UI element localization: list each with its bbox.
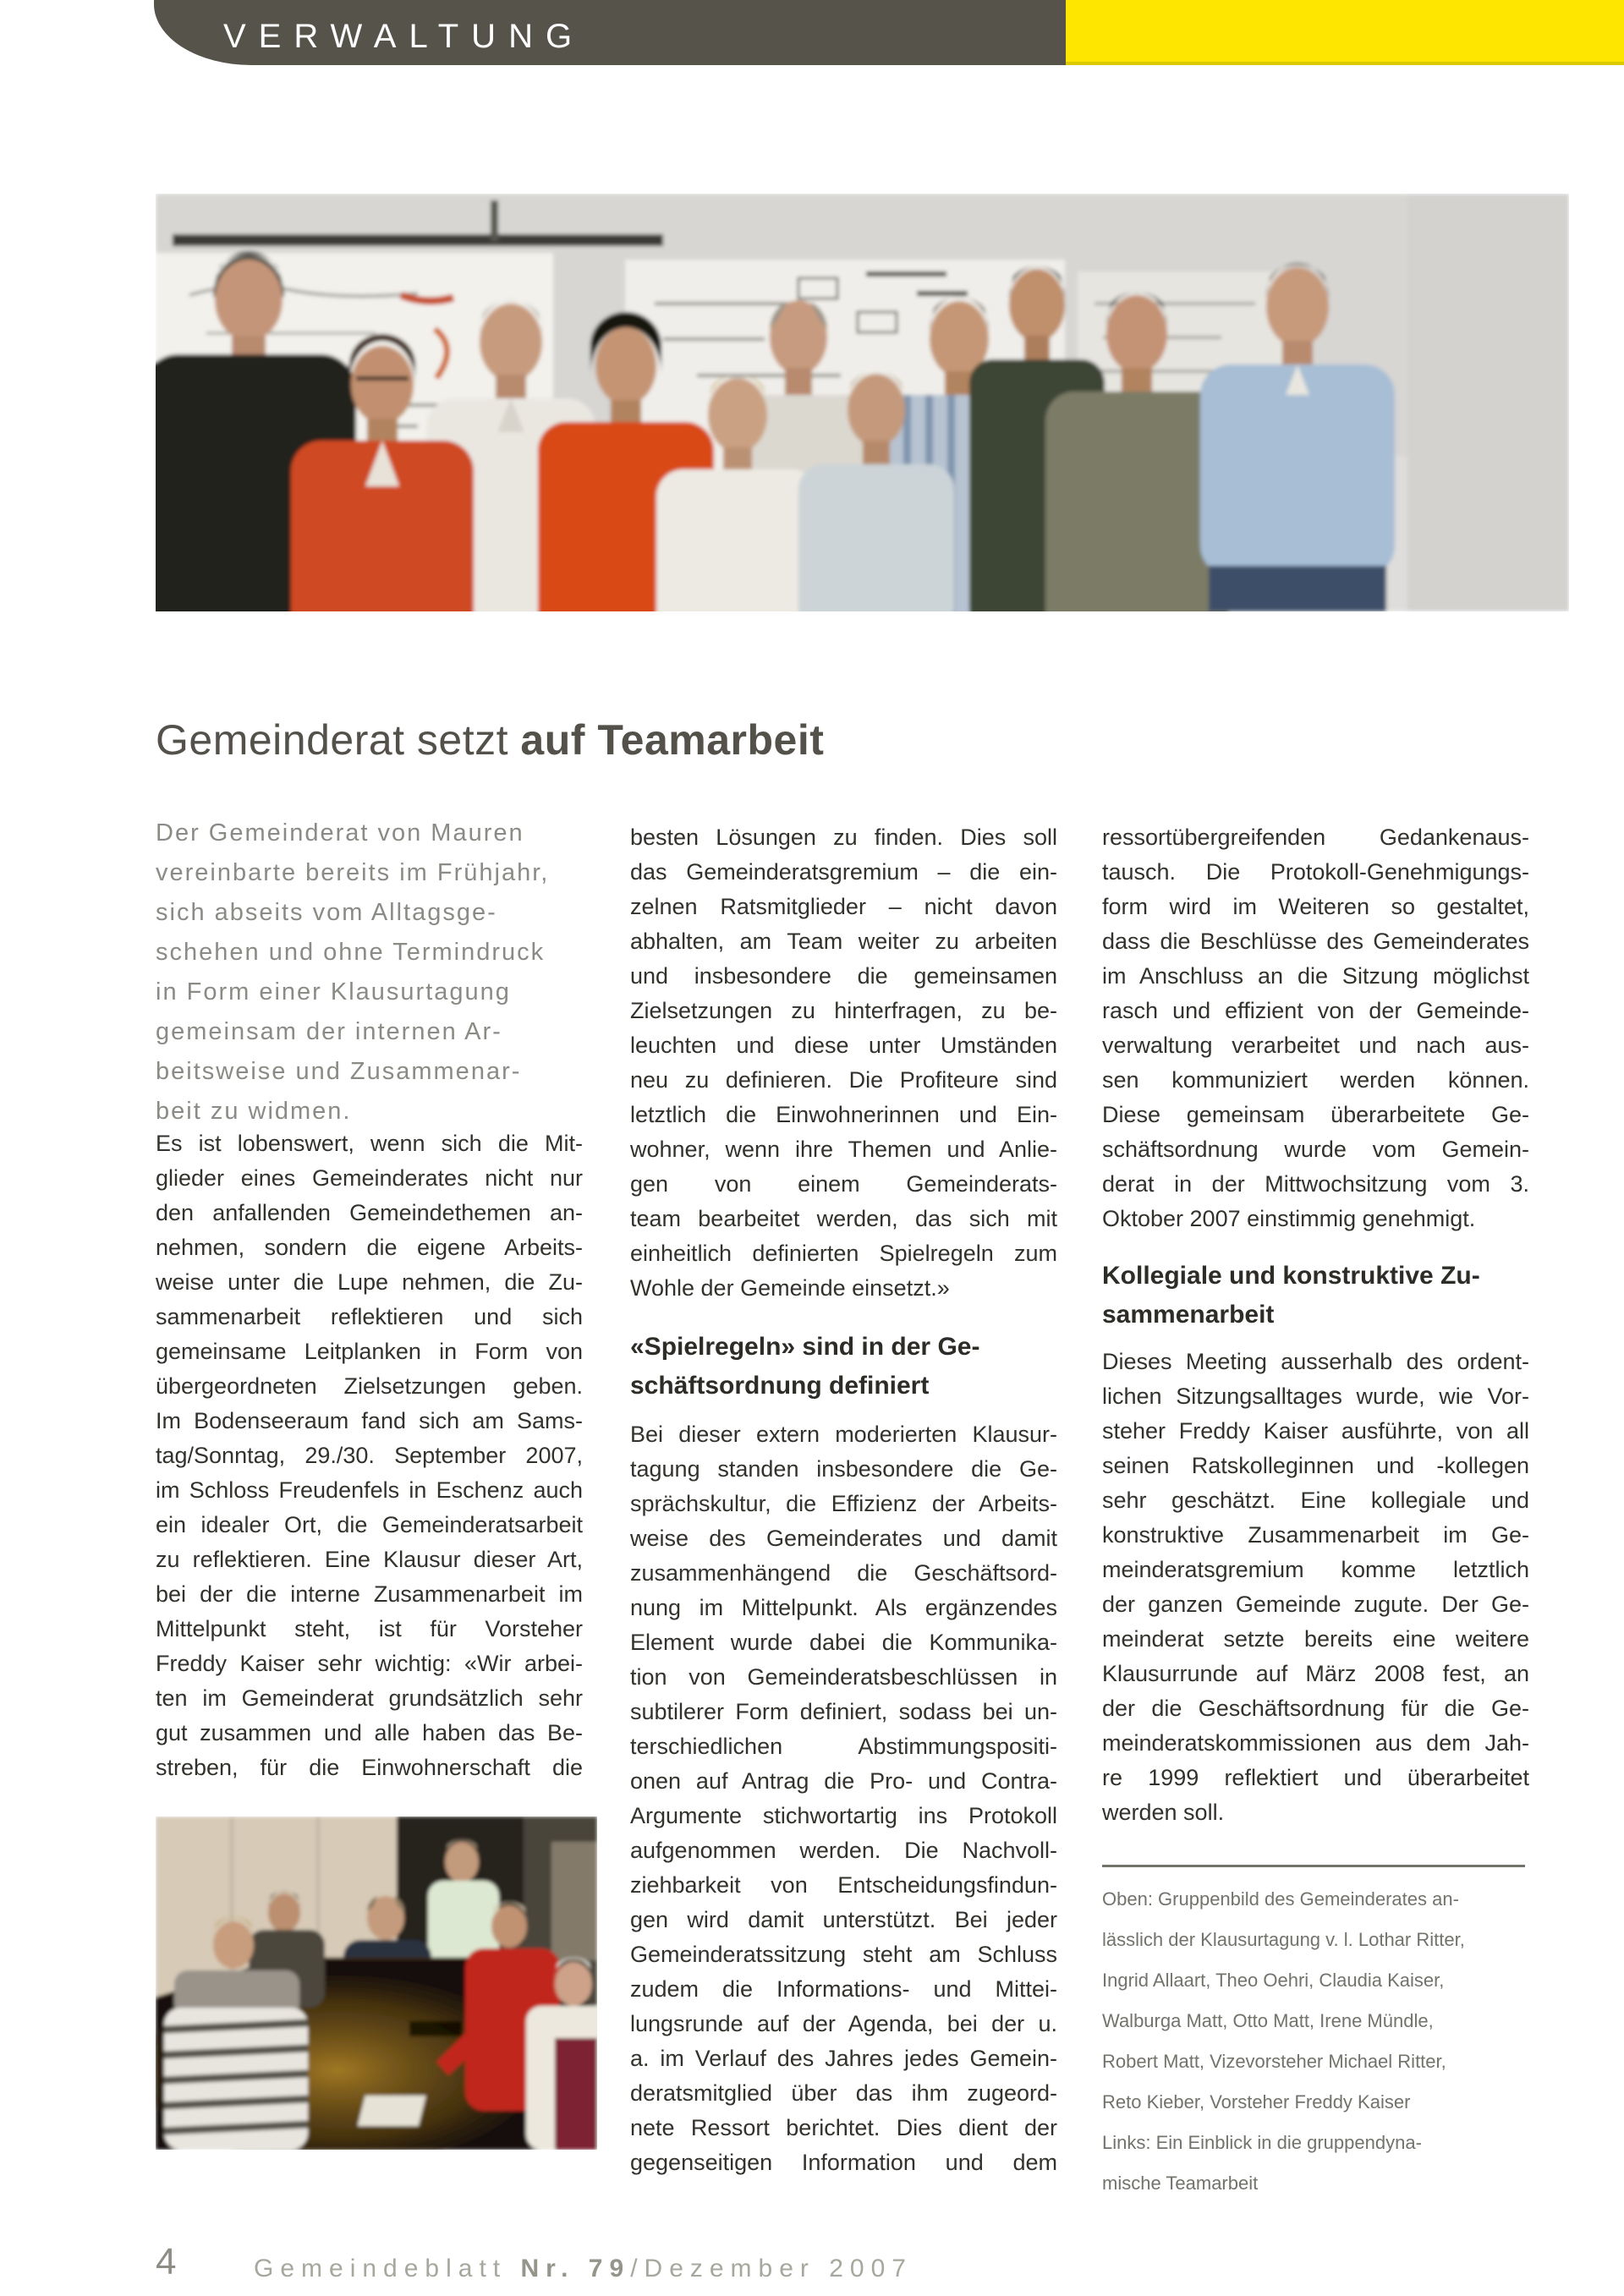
text-line: Der Gemeinderat von Mauren: [156, 819, 524, 847]
text-line: letztlich die Einwohnerinnen und Ein-: [630, 1102, 1057, 1127]
text-line: Zielsetzungen zu hinterfragen, zu be-: [630, 998, 1057, 1023]
text-line: Im Bodenseeraum fand sich am Sams-: [156, 1408, 583, 1433]
text-line: im Schloss Freudenfels in Eschenz auch: [156, 1477, 583, 1503]
text-line: neu zu definieren. Die Profiteure sind: [630, 1067, 1057, 1093]
text-line: zu reflektieren. Eine Klausur dieser Art,: [156, 1547, 583, 1572]
publication-prefix: Gemeindeblatt: [254, 2255, 521, 2282]
column3-paragraph-1: [1102, 820, 1529, 1236]
group-photo-illustration: [156, 194, 1569, 611]
text-line: sehr geschätzt. Eine kollegiale und: [1102, 1488, 1529, 1513]
text-line: den anfallenden Gemeindethemen an-: [156, 1200, 583, 1225]
text-line: sen kommuniziert werden können.: [1102, 1067, 1529, 1093]
text-line: Argumente stichwortartig ins Protokoll: [630, 1803, 1057, 1828]
text-line: abhalten, am Team weiter zu arbeiten: [630, 929, 1057, 954]
text-line: schehen und ohne Termindruck: [156, 939, 546, 966]
text-line: aufgenommen werden. Die Nachvoll-: [630, 1838, 1057, 1863]
title-regular: Gemeinderat setzt: [156, 715, 521, 764]
text-line: der die Geschäftsordnung für die Ge-: [1102, 1696, 1529, 1721]
text-line: verwaltung verarbeitet und nach aus-: [1102, 1033, 1529, 1058]
text-line: im Anschluss an die Sitzung möglichst: [1102, 963, 1529, 989]
text-line: vereinbarte bereits im Frühjahr,: [156, 859, 550, 886]
text-line: lungsrunde auf der Agenda, bei der u.: [630, 2011, 1057, 2036]
text-line: schäftsordnung definiert: [630, 1372, 930, 1400]
text-line: gut zusammen und alle haben das Be-: [156, 1720, 583, 1745]
text-line: beit zu widmen.: [156, 1098, 352, 1125]
column2-paragraph-2: [630, 1417, 1057, 2180]
text-line: subtilerer Form definiert, sodass bei un-: [630, 1699, 1057, 1724]
text-line: dass die Beschlüsse des Gemeinderates: [1102, 929, 1529, 954]
text-line: werden soll.: [1102, 1800, 1225, 1825]
text-line: Mittelpunkt steht, ist für Vorsteher: [156, 1616, 583, 1641]
text-line: glieder eines Gemeinderates nicht nur: [156, 1165, 583, 1191]
text-line: tagung standen insbesondere die Ge-: [630, 1456, 1057, 1482]
text-line: form wird im Weiteren so gestaltet,: [1102, 894, 1529, 919]
text-line: sammenarbeit reflektieren und sich: [156, 1304, 583, 1329]
text-line: tag/Sonntag, 29./30. September 2007,: [156, 1443, 583, 1468]
text-line: Kollegiale und konstruktive Zu-: [1102, 1262, 1480, 1290]
column2-paragraph-1: [630, 820, 1057, 1306]
text-line: zusammenhängend die Geschäftsord-: [630, 1560, 1057, 1586]
text-line: das Gemeinderatsgremium – die ein-: [630, 859, 1057, 885]
publication-line: [254, 2255, 913, 2283]
text-line: mische Teamarbeit: [1102, 2173, 1259, 2194]
text-line: zudem die Informations- und Mittei-: [630, 1976, 1057, 2002]
publication-issue: Nr. 79: [520, 2255, 631, 2282]
text-line: «Spielregeln» sind in der Ge-: [630, 1333, 980, 1361]
text-line: lichen Sitzungsalltages wurde, wie Vor-: [1102, 1384, 1529, 1409]
text-line: weise des Gemeinderates und damit: [630, 1526, 1057, 1551]
text-line: Element wurde dabei die Kommunika-: [630, 1630, 1057, 1655]
text-line: deratsmitglied über das ihm zugeord-: [630, 2080, 1057, 2106]
text-line: lässlich der Klausurtagung v. l. Lothar Ritter,: [1102, 1929, 1465, 1950]
text-line: Robert Matt, Vizevorsteher Michael Ritter,: [1102, 2051, 1446, 2072]
text-line: Oktober 2007 einstimmig genehmigt.: [1102, 1206, 1476, 1231]
text-line: weise unter die Lupe nehmen, die Zu-: [156, 1269, 583, 1295]
text-line: Klausurrunde auf März 2008 fest, an: [1102, 1661, 1529, 1686]
text-line: ziehbarkeit von Entscheidungsfindun-: [630, 1872, 1057, 1898]
meeting-photo-illustration: [156, 1817, 597, 2150]
text-line: tion von Gemeinderatsbeschlüssen in: [630, 1664, 1057, 1690]
text-line: Dieses Meeting ausserhalb des ordent-: [1102, 1349, 1529, 1374]
text-line: Reto Kieber, Vorsteher Freddy Kaiser: [1102, 2091, 1411, 2112]
text-line: steher Freddy Kaiser ausführte, von all: [1102, 1418, 1529, 1444]
text-line: nehmen, sondern die eigene Arbeits-: [156, 1235, 583, 1260]
text-line: gemeinsam der internen Ar-: [156, 1018, 502, 1045]
text-line: onen auf Antrag die Pro- und Contra-: [630, 1768, 1057, 1794]
page-title: [156, 715, 824, 764]
title-bold: auf Teamarbeit: [520, 715, 825, 764]
column3-paragraph-2: [1102, 1345, 1529, 1830]
text-line: Links: Ein Einblick in die gruppendyna-: [1102, 2132, 1422, 2153]
caption-divider: [1102, 1865, 1525, 1867]
text-line: Diese gemeinsam überarbeitete Ge-: [1102, 1102, 1529, 1127]
text-line: derat in der Mittwochsitzung vom 3.: [1102, 1171, 1529, 1197]
text-line: und insbesondere die gemeinsamen: [630, 963, 1057, 989]
text-line: konstruktive Zusammenarbeit im Ge-: [1102, 1522, 1529, 1548]
section-tab: [154, 0, 1066, 65]
text-line: schäftsordnung wurde vom Gemein-: [1102, 1137, 1529, 1162]
text-line: übergeordneten Zielsetzungen geben.: [156, 1373, 583, 1399]
text-line: Wohle der Gemeinde einsetzt.»: [630, 1275, 950, 1301]
text-line: gen von einem Gemeinderats-: [630, 1171, 1057, 1197]
text-line: meinderatskommissionen aus dem Jah-: [1102, 1730, 1529, 1756]
text-line: sammenarbeit: [1102, 1301, 1275, 1329]
text-line: meinderatsgremium komme letztlich: [1102, 1557, 1529, 1582]
text-line: sich abseits vom Alltagsge-: [156, 899, 497, 926]
text-line: Gemeinderatssitzung steht am Schluss: [630, 1942, 1057, 1967]
text-line: der ganzen Gemeinde zugute. Der Ge-: [1102, 1592, 1529, 1617]
column1-paragraph: [156, 1126, 583, 1785]
text-line: gen wird damit unterstützt. Bei jeder: [630, 1907, 1057, 1932]
text-line: in Form einer Klausurtagung: [156, 978, 511, 1006]
lead-paragraph: [156, 814, 583, 1132]
text-line: gemeinsame Leitplanken in Form von: [156, 1339, 583, 1364]
text-line: Freddy Kaiser sehr wichtig: «Wir arbei-: [156, 1651, 583, 1676]
text-line: zelnen Ratsmitglieder – nicht davon: [630, 894, 1057, 919]
text-line: wohner, wenn ihre Themen und Anlie-: [630, 1137, 1057, 1162]
text-line: leuchten und diese unter Umständen: [630, 1033, 1057, 1058]
text-line: Es ist lobenswert, wenn sich die Mit-: [156, 1131, 583, 1156]
section-label: VERWALTUNG: [223, 18, 585, 55]
accent-bar: [1066, 0, 1624, 65]
group-photo: [156, 194, 1569, 611]
page-number: 4: [156, 2241, 177, 2282]
text-line: sprächskultur, die Effizienz der Arbeits-: [630, 1491, 1057, 1516]
text-line: a. im Verlauf des Jahres jedes Gemein-: [630, 2046, 1057, 2071]
text-line: gegenseitigen Information und dem: [630, 2150, 1057, 2175]
text-line: ein idealer Ort, die Gemeinderatsarbeit: [156, 1512, 583, 1537]
text-line: re 1999 reflektiert und überarbeitet: [1102, 1765, 1529, 1790]
text-line: Bei dieser extern moderierten Klausur-: [630, 1422, 1057, 1447]
text-line: beitsweise und Zusammenar-: [156, 1058, 522, 1085]
text-line: rasch und effizient von der Gemeinde-: [1102, 998, 1529, 1023]
meeting-photo: [156, 1817, 597, 2150]
paper-sheet: [358, 2096, 426, 2126]
text-line: Oben: Gruppenbild des Gemeinderates an-: [1102, 1888, 1459, 1910]
text-line: tausch. Die Protokoll-Genehmigungs-: [1102, 859, 1529, 885]
text-line: team bearbeitet werden, das sich mit: [630, 1206, 1057, 1231]
photo-caption: [1102, 1879, 1529, 2204]
text-line: nung im Mittelpunkt. Als ergänzendes: [630, 1595, 1057, 1620]
text-line: nete Ressort berichtet. Dies dient der: [630, 2115, 1057, 2140]
text-line: terschiedlichen Abstimmungspositi-: [630, 1734, 1057, 1759]
text-line: Walburga Matt, Otto Matt, Irene Mündle,: [1102, 2010, 1434, 2031]
publication-suffix: /Dezember 2007: [630, 2255, 913, 2282]
text-line: Ingrid Allaart, Theo Oehri, Claudia Kaiser,: [1102, 1970, 1445, 1991]
subheading-kollegiale: [1102, 1257, 1529, 1334]
text-line: einheitlich definierten Spielregeln zum: [630, 1241, 1057, 1266]
text-line: ressortübergreifenden Gedankenaus-: [1102, 825, 1529, 850]
text-line: bei der die interne Zusammenarbeit im: [156, 1581, 583, 1607]
text-line: streben, für die Einwohnerschaft die: [156, 1755, 583, 1780]
text-line: ten im Gemeinderat grundsätzlich sehr: [156, 1685, 583, 1711]
subheading-spielregeln: [630, 1328, 1057, 1406]
text-line: besten Lösungen zu finden. Dies soll: [630, 825, 1057, 850]
text-line: meinderat setzte bereits eine weitere: [1102, 1626, 1529, 1652]
text-line: seinen Ratskolleginnen und -kollegen: [1102, 1453, 1529, 1478]
